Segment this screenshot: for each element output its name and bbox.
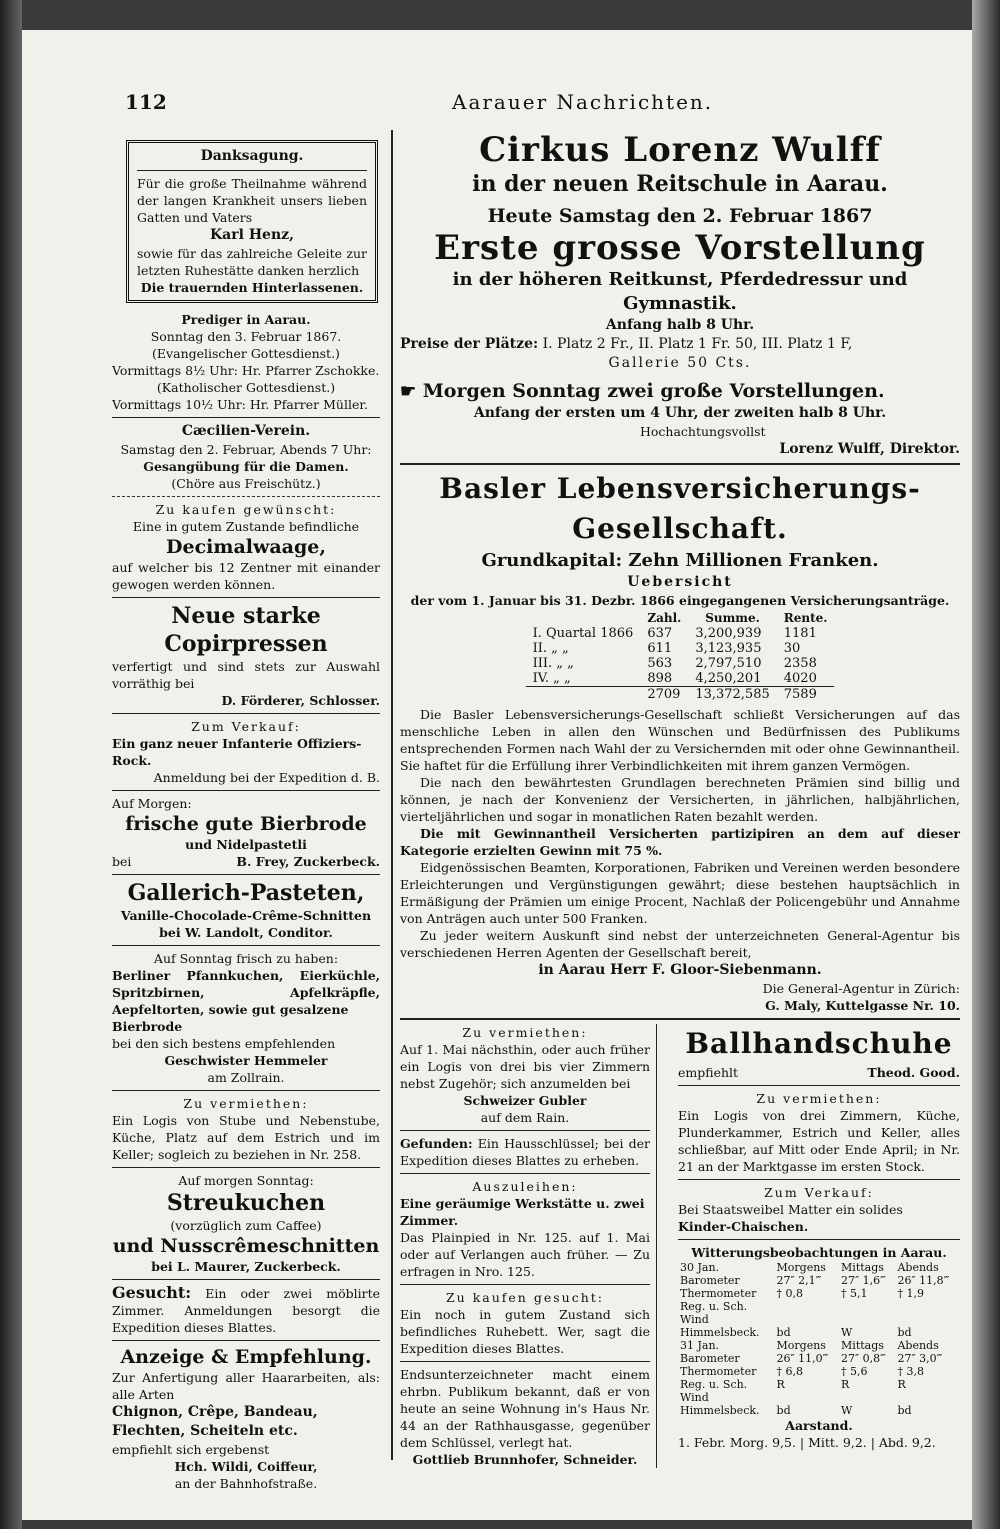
pfannkuchen-l4: am Zollrain. xyxy=(207,1070,285,1085)
wildi-l1: Zur Anfertigung aller Haararbeiten, als: alle Arten xyxy=(112,1370,380,1402)
table-cell: 27″ 1,6‴ xyxy=(841,1274,886,1287)
preacher-title: Prediger in Aarau. xyxy=(181,312,311,327)
circus-prices-line xyxy=(400,335,960,354)
divider xyxy=(400,1018,960,1020)
bierbrode-bei: bei xyxy=(112,854,132,869)
bierbrode-l1: und Nidelpastetli xyxy=(185,837,307,852)
table-cell: 4,250,201 xyxy=(695,671,762,686)
table-row xyxy=(678,1300,960,1313)
divider xyxy=(137,170,367,171)
divider xyxy=(400,1361,650,1362)
thanks-notice xyxy=(126,140,378,303)
table-row xyxy=(678,1378,960,1391)
gesucht-lead: Gesucht: xyxy=(112,1283,192,1302)
table-cell: 2,797,510 xyxy=(695,656,762,671)
circus-hoch: Hochachtungsvollst xyxy=(640,424,766,439)
sr-logis-head: Zu vermiethen: xyxy=(756,1091,882,1106)
sl-ruhebett-l1: Ein noch in gutem Zustand sich befindliches Ruhebett. Wer, sagt die Expedition dieses Blattes. xyxy=(400,1307,650,1356)
table-cell: 2709 xyxy=(647,687,681,702)
table-header xyxy=(526,611,641,626)
thanks-body2: sowie für das zahlreiche Geleite zur letzten Ruhestätte danken herzlich xyxy=(137,246,367,278)
table-cell: † 5,1 xyxy=(841,1287,868,1300)
sr-logis-l1: Ein Logis von drei Zimmern, Küche, Plunderkammer, Estrich und Keller, alles schließbar, auf Mitt oder Ende April; in Nr. 21 an der Marktgasse im ersten Stock. xyxy=(678,1108,960,1174)
table-cell xyxy=(895,1391,960,1404)
basler-grund: Grundkapital: Zehn Millionen Franken. xyxy=(481,550,879,571)
sl-werk-l2: Das Plainpied in Nr. 125. auf 1. Mai oder auf Verlangen auch früher. — Zu erfragen in Nro. 125. xyxy=(400,1230,650,1279)
table-cell: Wind xyxy=(680,1313,709,1326)
table-cell: 3,200,939 xyxy=(695,626,762,641)
sl-brunn-sign: Gottlieb Brunnhofer, Schneider. xyxy=(412,1452,638,1467)
lower-right-ads xyxy=(668,1024,960,1468)
caecilien-l1: Samstag den 2. Februar, Abends 7 Uhr: xyxy=(120,442,372,457)
table-cell xyxy=(839,1391,895,1404)
pasteten-l1: Vanille-Chocolade-Crême-Schnitten xyxy=(120,908,372,923)
sl-werk-l1: Eine geräumige Werkstätte u. zwei Zimmer. xyxy=(400,1196,645,1228)
divider xyxy=(112,1279,380,1280)
table-cell: 1181 xyxy=(783,626,817,641)
wildi-sign: Hch. Wildi, Coiffeur, xyxy=(174,1459,318,1474)
caecilien-l3: (Chöre aus Freischütz.) xyxy=(171,476,321,491)
table-cell: Barometer xyxy=(680,1352,740,1365)
sl-logis-l1: Auf 1. Mai nächsthin, oder auch früher ein Logis von drei bis vier Zimmern nebst Zugehör; sich anzumelden bei xyxy=(400,1042,650,1091)
table-row xyxy=(526,641,835,656)
table-cell xyxy=(839,1300,895,1313)
circus-title: Cirkus Lorenz Wulff xyxy=(479,130,881,170)
wildi-l4: an der Bahnhofstraße. xyxy=(174,1476,318,1491)
circus-gallery: Gallerie 50 Cts. xyxy=(608,355,752,371)
table-cell: 898 xyxy=(647,671,673,686)
sr-ball-line xyxy=(678,1064,960,1081)
weather-aar: Aarstand. xyxy=(785,1418,853,1433)
table-header-row xyxy=(678,1339,960,1352)
divider xyxy=(678,1239,960,1240)
basler-p2: Die nach den bewährtesten Grundlagen berechneten Prämien sind billig und können, je nach der Konvenienz der Versicherten, in jährlichen, halbjährlichen, vierteljährlichen und sogar in monatlichen Raten bezahlt werden. xyxy=(400,775,960,824)
table-cell: Mittags xyxy=(841,1261,884,1274)
table-cell: Thermometer xyxy=(680,1365,757,1378)
divider xyxy=(112,1167,380,1168)
thanks-name: Karl Henz, xyxy=(210,227,294,243)
table-cell: Abends xyxy=(897,1261,939,1274)
copir-sign: D. Förderer, Schlosser. xyxy=(221,693,380,708)
divider xyxy=(112,790,380,791)
divider xyxy=(678,1085,960,1086)
table-cell: † 1,9 xyxy=(897,1287,924,1300)
page-header xyxy=(22,90,972,120)
table-header-row xyxy=(526,611,835,626)
decimal-l2: auf welcher bis 12 Zentner mit einander gewogen werden können. xyxy=(112,560,380,592)
table-cell: bd xyxy=(897,1326,912,1339)
table-row xyxy=(678,1326,960,1339)
circus-headline: Erste grosse Vorstellung xyxy=(434,228,926,268)
table-cell: IV. „ „ xyxy=(532,671,571,686)
gesucht-notice xyxy=(112,1284,380,1336)
basler-ueber: Uebersicht xyxy=(627,574,733,590)
circus-morgen-line xyxy=(400,379,960,404)
bierbrode-big: frische gute Bierbrode xyxy=(125,813,367,835)
table-cell: 27″ 3,0‴ xyxy=(897,1352,943,1365)
lower-ads xyxy=(400,1024,960,1468)
table-row xyxy=(678,1287,960,1300)
basler-gensign: G. Maly, Kuttelgasse Nr. 10. xyxy=(765,998,960,1013)
table-total-row xyxy=(526,687,835,703)
scan-edge-right xyxy=(972,0,1000,1529)
divider xyxy=(112,713,380,714)
table-row xyxy=(526,626,835,641)
divider xyxy=(400,1130,650,1131)
circus-morgen: Morgen Sonntag zwei große Vorstellungen. xyxy=(422,380,885,402)
caecilien-title: Cæcilien-Verein. xyxy=(181,423,311,439)
page-number: 112 xyxy=(125,90,167,114)
table-cell: 3,123,935 xyxy=(695,641,762,656)
table-cell xyxy=(895,1313,960,1326)
thanks-title: Danksagung. xyxy=(200,148,304,164)
logis1-head: Zu vermiethen: xyxy=(183,1096,309,1111)
bierbrode-signline xyxy=(112,853,380,870)
table-cell xyxy=(839,1313,895,1326)
sr-verkauf-l1: Bei Staatsweibel Matter ein solides xyxy=(678,1202,903,1217)
divider xyxy=(112,417,380,418)
streu-l1: (vorzüglich zum Caffee) xyxy=(170,1218,322,1233)
table-cell: Abends xyxy=(897,1339,939,1352)
pfannkuchen-l1: Berliner Pfannkuchen, Eierküchle, Spritzbirnen, Apfelkräpfle, Aepfeltorten, sowie gut gesalzene xyxy=(112,968,380,1017)
sl-gefunden-l1: Ein Hausschlüssel; bei der Expedition dieses Blattes zu erheben. xyxy=(400,1136,650,1168)
table-cell: 26″ 11,8‴ xyxy=(897,1274,950,1287)
copir-big: Neue starke Copirpressen xyxy=(164,603,328,657)
gesucht-l1: Ein oder zwei möblirte Zimmer. Anmeldungen besorgt die Expedition dieses Blattes. xyxy=(112,1286,380,1335)
table-cell: W xyxy=(841,1326,853,1339)
table-cell: Morgens xyxy=(776,1339,826,1352)
table-cell: 27″ 2,1‴ xyxy=(776,1274,822,1287)
thanks-body: Für die große Theilnahme während der langen Krankheit unsers lieben Gatten und Vaters xyxy=(137,176,367,225)
table-cell: Thermometer xyxy=(680,1287,757,1300)
table-cell: R xyxy=(776,1378,785,1391)
table-cell: 7589 xyxy=(783,687,817,702)
sl-brunn-l1: Endsunterzeichneter macht einem ehrbn. Publikum bekannt, daß er von heute an seine Wohnung in's Haus Nr. 44 an der Rathhausgasse, gegenüber dem Schlüssel, verlegt hat. xyxy=(400,1367,650,1450)
right-column xyxy=(400,122,960,1468)
streu-big2: und Nusscrêmeschnitten xyxy=(112,1235,380,1257)
scan-edge-left xyxy=(0,0,22,1529)
table-cell: W xyxy=(841,1404,853,1417)
table-cell xyxy=(895,1300,960,1313)
circus-l2: Anfang halb 8 Uhr. xyxy=(605,317,755,333)
pasteten-sign: bei W. Landolt, Conditor. xyxy=(159,925,333,940)
divider xyxy=(400,463,960,465)
table-cell: bd xyxy=(897,1404,912,1417)
table-header-row xyxy=(678,1261,960,1274)
wildi-l3: empfiehlt sich ergebenst xyxy=(112,1442,270,1457)
sr-ball-big: Ballhandschuhe xyxy=(685,1027,953,1060)
streu-head: Auf morgen Sonntag: xyxy=(178,1173,314,1188)
circus-sign: Lorenz Wulff, Direktor. xyxy=(779,441,960,457)
sl-logis-head: Zu vermiethen: xyxy=(462,1025,588,1040)
table-cell: 26″ 11,0‴ xyxy=(776,1352,829,1365)
sr-verkauf-l2: Kinder-Chaischen. xyxy=(678,1219,809,1234)
page-title: Aarauer Nachrichten. xyxy=(452,90,714,114)
streu-sign: bei L. Maurer, Zuckerbeck. xyxy=(151,1259,341,1274)
divider xyxy=(400,1173,650,1174)
basler-table xyxy=(526,611,835,702)
preacher-l4: Vormittags 10½ Uhr: Hr. Pfarrer Müller. xyxy=(112,397,368,412)
divider xyxy=(112,1340,380,1341)
table-cell: Wind xyxy=(680,1391,709,1404)
table-cell: R xyxy=(897,1378,906,1391)
decimal-l1: Eine in gutem Zustande befindliche xyxy=(132,519,360,534)
table-cell: bd xyxy=(776,1404,791,1417)
circus-l1: in der höheren Reitkunst, Pferdedressur und Gymnastik. xyxy=(452,269,908,314)
table-cell: Morgens xyxy=(776,1261,826,1274)
divider xyxy=(112,874,380,875)
table-cell: † 0,8 xyxy=(776,1287,804,1300)
pfannkuchen-head: Auf Sonntag frisch zu haben: xyxy=(153,951,339,966)
table-cell: Reg. u. Sch. xyxy=(680,1300,748,1313)
pfannkuchen-l2: Bierbrode xyxy=(112,1019,183,1034)
pointing-hand-icon: ☛ xyxy=(400,381,417,402)
basler-agent: in Aarau Herr F. Gloor-Siebenmann. xyxy=(538,962,822,978)
pasteten-big: Gallerich-Pasteten, xyxy=(127,880,365,906)
lower-left-ads xyxy=(400,1024,657,1468)
table-cell: † 3,8 xyxy=(897,1365,924,1378)
table-cell: Mittags xyxy=(841,1339,884,1352)
basler-p3: Die mit Gewinnantheil Versicherten partizipiren an dem auf dieser Kategorie erzielten Gewinn mit 75 %. xyxy=(400,826,960,858)
copir-l1: verfertigt und sind stets zur Auswahl vorräthig bei xyxy=(112,659,380,691)
table-cell: 30 xyxy=(783,641,801,656)
table-cell xyxy=(775,1313,840,1326)
table-row xyxy=(678,1274,960,1287)
table-cell: 4020 xyxy=(783,671,817,686)
preacher-l3: (Katholischer Gottesdienst.) xyxy=(156,380,336,395)
sr-ball-l1: empfiehlt xyxy=(678,1065,739,1080)
table-cell: 27″ 0,8‴ xyxy=(841,1352,886,1365)
table-cell: III. „ „ xyxy=(532,656,574,671)
table-row xyxy=(526,656,835,671)
table-row xyxy=(678,1352,960,1365)
divider xyxy=(112,945,380,946)
table-row xyxy=(678,1391,960,1404)
decimal-head: Zu kaufen gewünscht: xyxy=(155,502,337,517)
table-cell: 13,372,585 xyxy=(695,687,770,702)
divider xyxy=(112,496,380,497)
column-rule xyxy=(391,130,393,1460)
circus-prices-lead: Preise der Plätze: xyxy=(400,336,539,352)
wildi-l2: Chignon, Crêpe, Bandeau, Flechten, Scheiteln etc. xyxy=(112,1404,318,1439)
table-cell: † 5,6 xyxy=(841,1365,868,1378)
bierbrode-sign: B. Frey, Zuckerbeck. xyxy=(236,854,380,869)
table-cell: Himmelsbeck. xyxy=(680,1404,760,1417)
divider xyxy=(112,1090,380,1091)
basler-p5: Zu jeder weitern Auskunft sind nebst der unterzeichneten General-Agentur bis verschiedenen Herren Agenten der Gesellschaft bereit, xyxy=(400,928,960,960)
pfannkuchen-sign: Geschwister Hemmeler xyxy=(164,1053,328,1068)
table-cell: 611 xyxy=(647,641,673,656)
table-row xyxy=(678,1313,960,1326)
thanks-sign: Die trauernden Hinterlassenen. xyxy=(140,280,364,295)
sl-gefunden xyxy=(400,1135,650,1169)
caecilien-l2: Gesangübung für die Damen. xyxy=(143,459,349,474)
table-cell: 2358 xyxy=(783,656,817,671)
table-cell xyxy=(526,687,641,703)
table-header: Rente. xyxy=(783,611,828,625)
table-cell: 30 Jan. xyxy=(680,1261,720,1274)
sl-werk-head: Auszuleihen: xyxy=(472,1179,578,1194)
table-cell: † 6,8 xyxy=(776,1365,804,1378)
sl-logis-sign: Schweizer Gubler xyxy=(463,1093,587,1108)
preacher-l2: Vormittags 8½ Uhr: Hr. Pfarrer Zschokke. xyxy=(112,363,380,378)
basler-range: der vom 1. Januar bis 31. Dezbr. 1866 eingegangenen Versicherungsanträge. xyxy=(410,593,950,608)
offiziers-l1: Ein ganz neuer Infanterie Offiziers-Rock. xyxy=(112,736,362,768)
table-cell: 637 xyxy=(647,626,673,641)
weather-title: Witterungsbeobachtungen in Aarau. xyxy=(691,1245,947,1260)
wildi-big: Anzeige & Empfehlung. xyxy=(120,1346,372,1368)
preacher-date: Sonntag den 3. Februar 1867. xyxy=(150,329,342,344)
bierbrode-head: Auf Morgen: xyxy=(112,796,192,811)
circus-anfang: Anfang der ersten um 4 Uhr, der zweiten halb 8 Uhr. xyxy=(473,405,887,421)
basler-gen: Die General-Agentur in Zürich: xyxy=(762,981,960,996)
circus-sub: in der neuen Reitschule in Aarau. xyxy=(472,171,888,197)
sl-logis-l2: auf dem Rain. xyxy=(480,1110,570,1125)
divider xyxy=(400,1284,650,1285)
decimal-big: Decimalwaage, xyxy=(166,536,326,558)
divider xyxy=(112,597,380,598)
offiziers-l2: Anmeldung bei der Expedition d. B. xyxy=(153,770,380,785)
left-column xyxy=(112,122,380,1492)
sl-gefunden-lead: Gefunden: xyxy=(400,1136,473,1151)
table-cell: II. „ „ xyxy=(532,641,569,656)
sl-ruhebett-head: Zu kaufen gesucht: xyxy=(446,1290,604,1305)
weather-febr: 1. Febr. Morg. 9,5. | Mitt. 9,2. | Abd. 9,2. xyxy=(678,1435,936,1450)
circus-prices: I. Platz 2 Fr., II. Platz 1 Fr. 50, III. Platz 1 F, xyxy=(542,336,853,352)
sr-ball-sign: Theod. Good. xyxy=(867,1065,960,1080)
table-cell: I. Quartal 1866 xyxy=(532,626,634,641)
table-row xyxy=(678,1365,960,1378)
circus-date: Heute Samstag den 2. Februar 1867 xyxy=(487,205,873,227)
basler-p1: Die Basler Lebensversicherungs-Gesellschaft schließt Versicherungen auf das menschliche Leben in allen den Wünschen und Bedürfnissen des Publikums entsprechenden Formen nach Wahl der zu Versichernden mit oder ohne Gewinnantheil. Sie haftet für die Erfüllung ihrer Verbindlichkeiten mit ihrem ganzen Vermögen. xyxy=(400,707,960,773)
basler-title: Basler Lebensversicherungs-Gesellschaft. xyxy=(439,472,921,545)
sr-verkauf-head: Zum Verkauf: xyxy=(764,1185,874,1200)
divider xyxy=(678,1179,960,1180)
table-cell xyxy=(775,1300,840,1313)
table-cell: 563 xyxy=(647,656,673,671)
table-cell: Himmelsbeck. xyxy=(680,1326,760,1339)
offiziers-head: Zum Verkauf: xyxy=(191,719,301,734)
preacher-l1: (Evangelischer Gottesdienst.) xyxy=(152,346,340,361)
table-cell: 31 Jan. xyxy=(680,1339,720,1352)
table-header: Zahl. xyxy=(647,611,682,625)
newspaper-page xyxy=(22,30,972,1520)
table-cell xyxy=(775,1391,840,1404)
table-row xyxy=(678,1404,960,1417)
basler-p4: Eidgenössischen Beamten, Korporationen, Fabriken und Vereinen werden besondere Erleichterungen und Vergünstigungen gewährt; diese bestehen hauptsächlich in Ermäßigung der Prämien um einige Procent, Nachlaß der Policengebühr und Annahme von Anträgen auch unter 500 Franken. xyxy=(400,860,960,926)
weather-table xyxy=(678,1261,960,1417)
logis1-l1: Ein Logis von Stube und Nebenstube, Küche, Platz auf dem Estrich und im Keller; sogleich zu beziehen in Nr. 258. xyxy=(112,1113,380,1162)
table-cell: R xyxy=(841,1378,850,1391)
streu-big: Streukuchen xyxy=(166,1190,326,1216)
table-cell: Reg. u. Sch. xyxy=(680,1378,748,1391)
pfannkuchen-l3: bei den sich bestens empfehlenden xyxy=(112,1036,336,1051)
table-row xyxy=(526,671,835,687)
table-cell: Barometer xyxy=(680,1274,740,1287)
table-cell: bd xyxy=(776,1326,791,1339)
table-header: Summe. xyxy=(705,611,760,625)
